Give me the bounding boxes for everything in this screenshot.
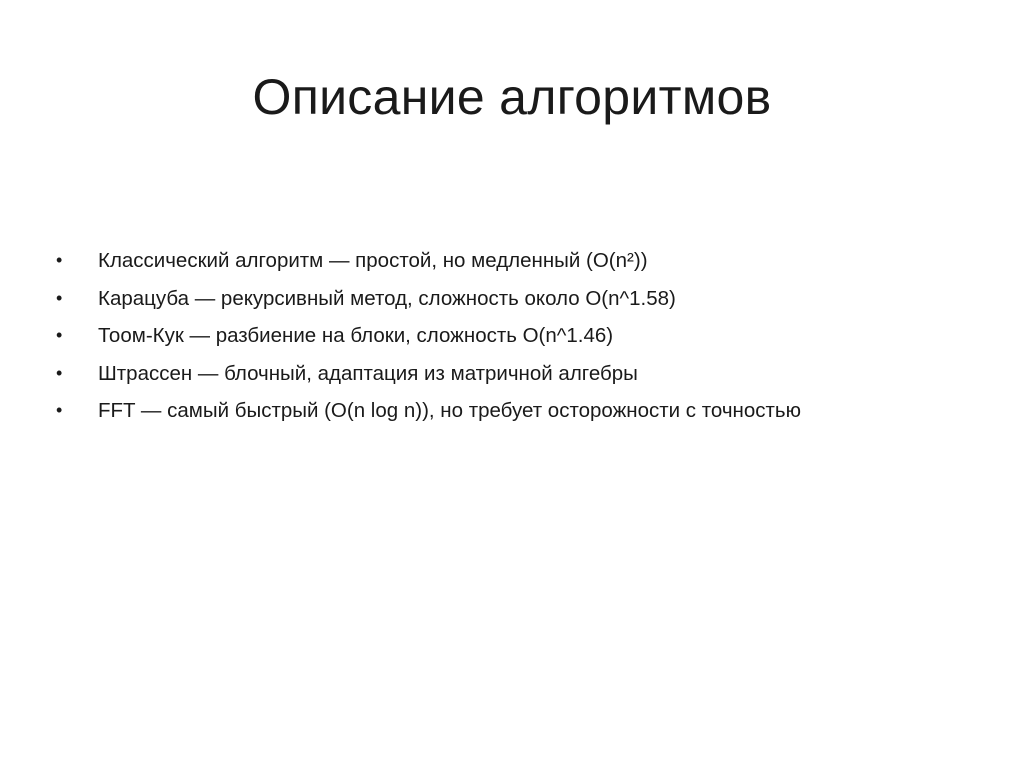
bullet-item <box>56 242 986 280</box>
bullet-dot-icon: • <box>56 400 63 420</box>
slide-title: Описание алгоритмов <box>252 69 772 125</box>
bullet-text: Классический алгоритм — простой, но медленный (O(n²)) <box>98 249 648 272</box>
bullet-text: Штрассен — блочный, адаптация из матричной алгебры <box>98 361 638 385</box>
bullet-list <box>56 242 986 430</box>
bullet-dot-icon: • <box>56 325 63 345</box>
bullet-dot-icon: • <box>56 362 63 383</box>
bullet-item <box>56 392 986 430</box>
bullet-item <box>56 355 986 393</box>
bullet-item <box>56 280 986 318</box>
bullet-text: Тоом-Кук — разбиение на блоки, сложность O(n^1.46) <box>98 324 614 347</box>
bullet-text: FFT — самый быстрый (O(n log n)), но требует осторожности с точностью <box>98 399 801 422</box>
bullet-item <box>56 317 986 355</box>
bullet-text: Карацуба — рекурсивный метод, сложность около O(n^1.58) <box>98 286 676 310</box>
bullet-dot-icon: • <box>56 250 63 270</box>
bullet-dot-icon: • <box>56 287 63 308</box>
